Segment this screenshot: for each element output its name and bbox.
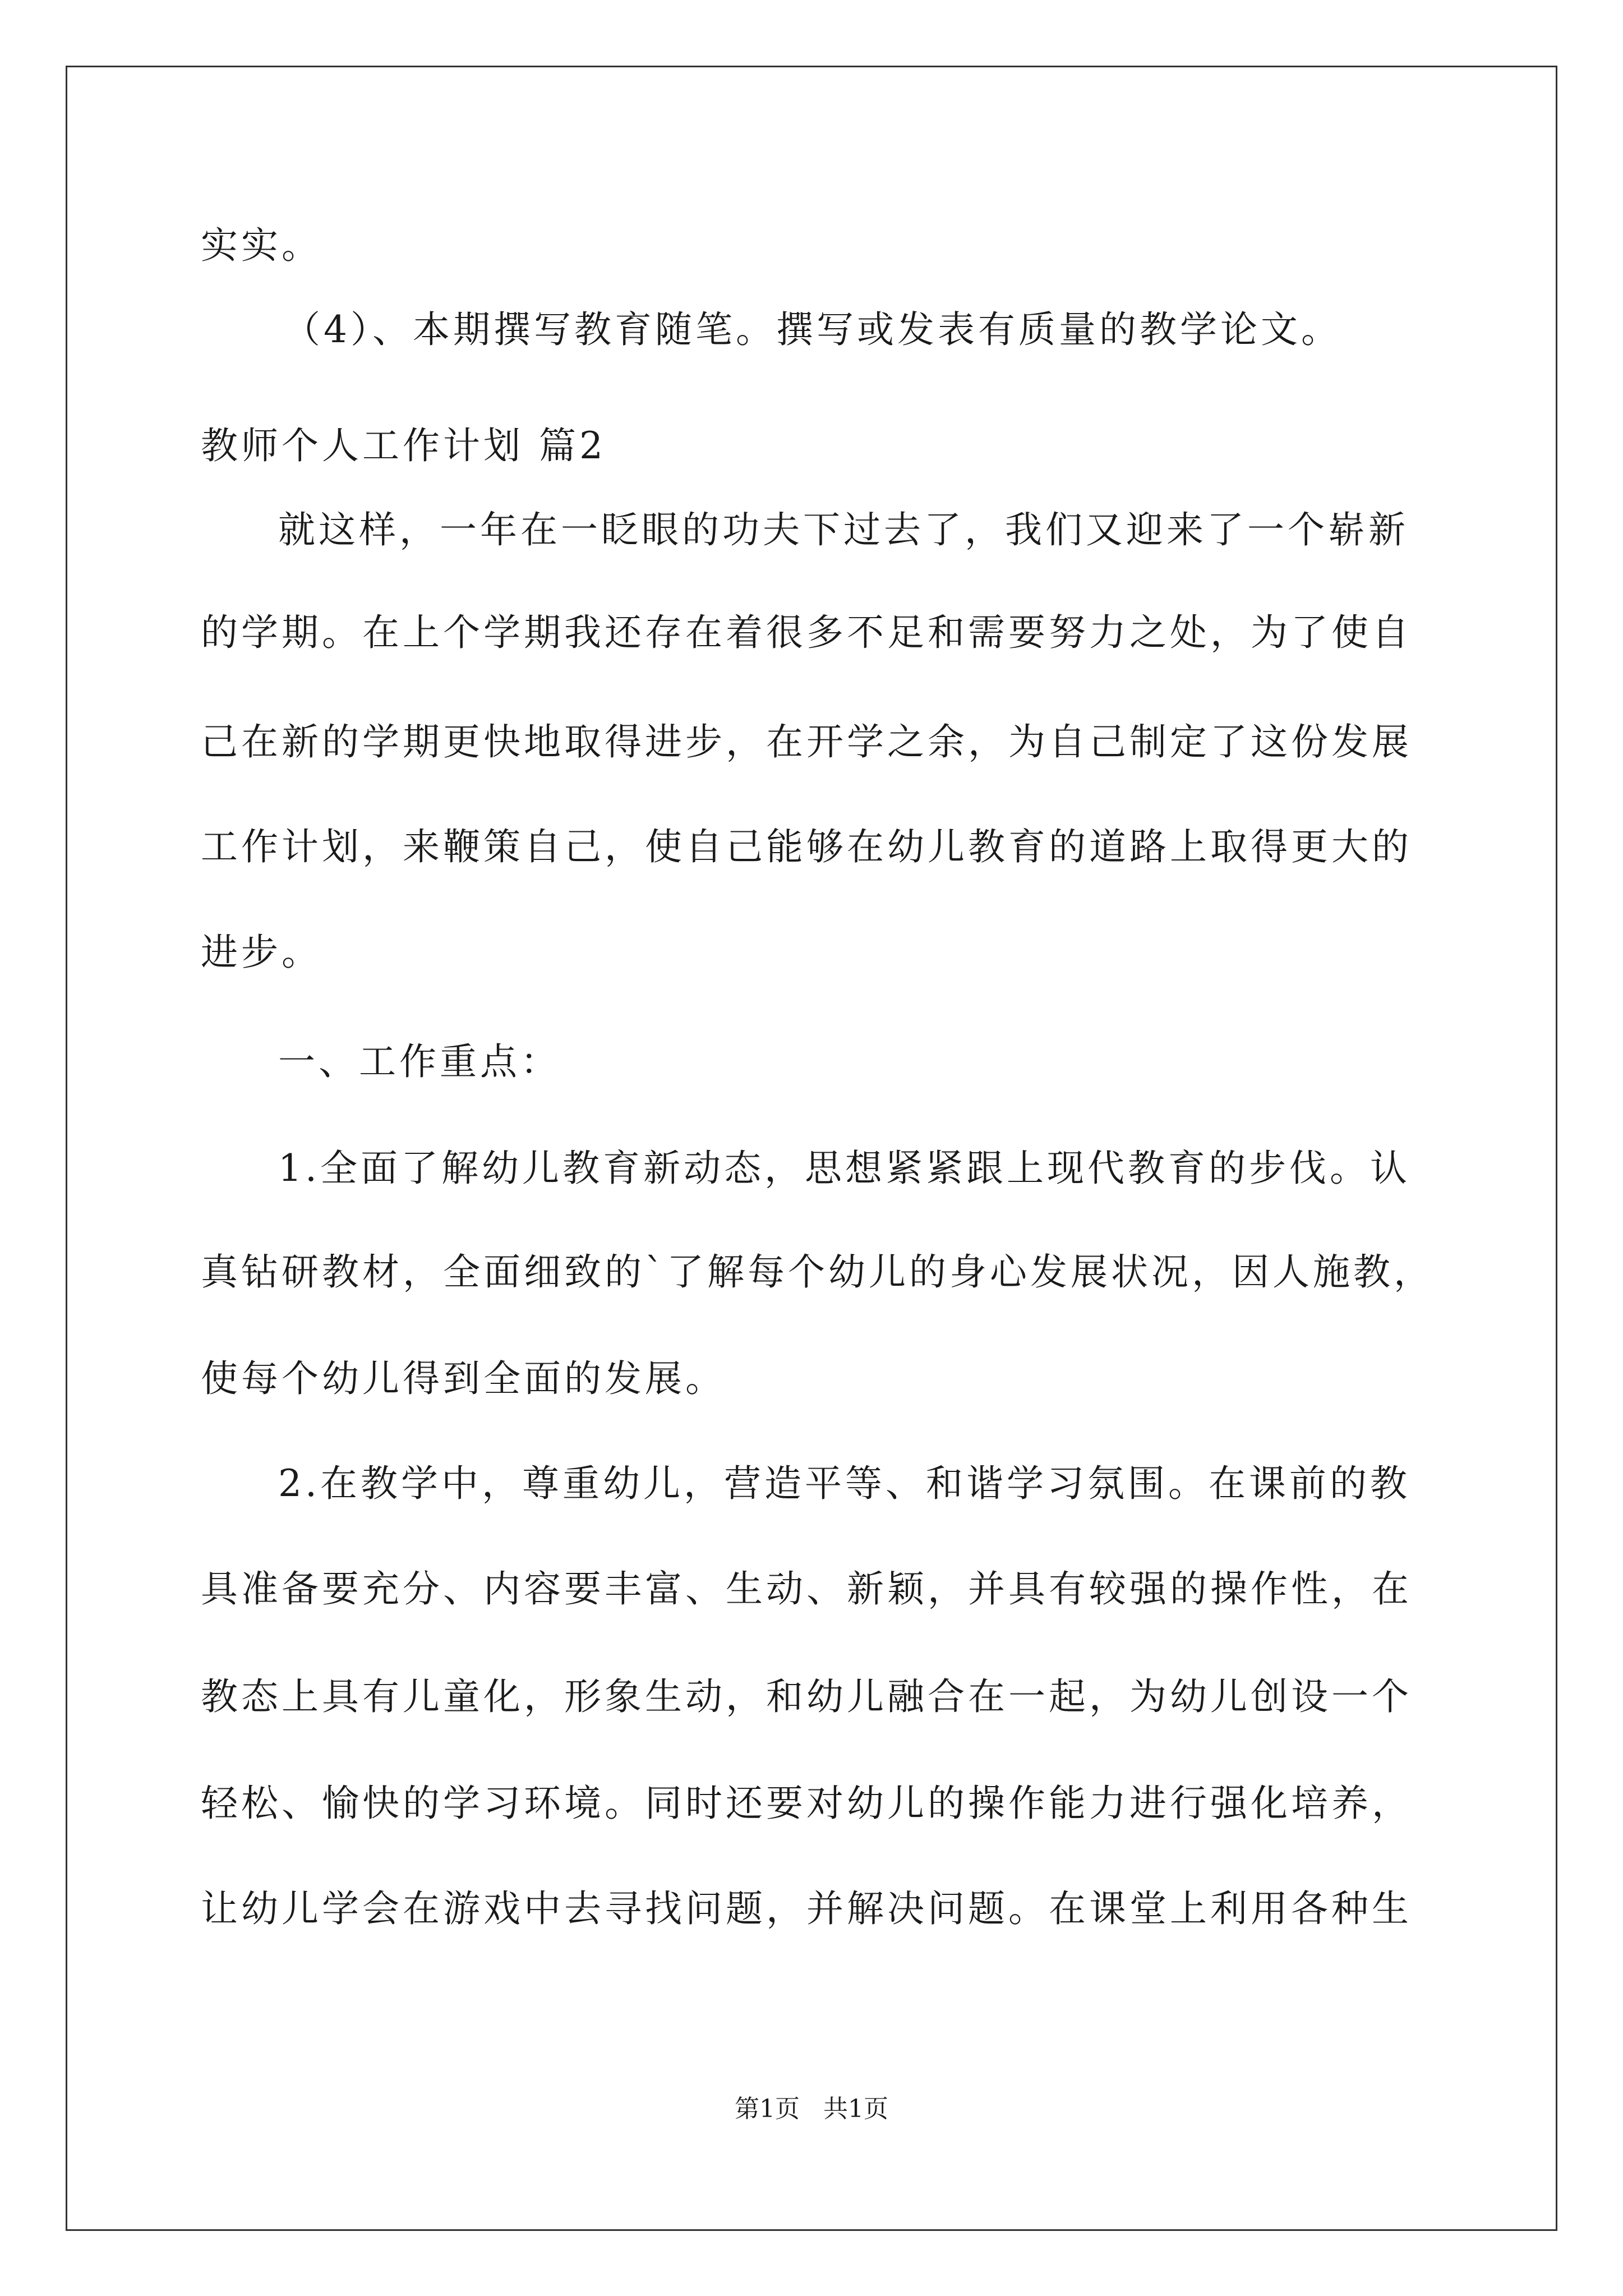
subsection-heading: 一、工作重点： xyxy=(278,1040,561,1083)
paragraph-line: 工作计划，来鞭策自己，使自己能够在幼儿教育的道路上取得更大的 xyxy=(201,825,1412,868)
paragraph-line: 实实。 xyxy=(201,224,322,267)
paragraph-line: 己在新的学期更快地取得进步，在开学之余，为自己制定了这份发展 xyxy=(201,720,1412,763)
paragraph-line: 2.在教学中，尊重幼儿，营造平等、和谐学习氛围。在课前的教 xyxy=(278,1462,1410,1505)
paragraph-line: 就这样，一年在一眨眼的功夫下过去了，我们又迎来了一个崭新 xyxy=(278,508,1409,551)
paragraph-line: 让幼儿学会在游戏中去寻找问题，并解决问题。在课堂上利用各种生 xyxy=(201,1887,1412,1930)
section-heading: 教师个人工作计划 篇2 xyxy=(201,424,606,467)
paragraph-line: 使每个幼儿得到全面的发展。 xyxy=(201,1357,726,1400)
paragraph-line: 真钻研教材，全面细致的`了解每个幼儿的身心发展状况，因人施教， xyxy=(201,1250,1434,1294)
paragraph-line: 轻松、愉快的学习环境。同时还要对幼儿的操作能力进行强化培养， xyxy=(201,1782,1412,1825)
paragraph-line: 进步。 xyxy=(201,931,322,974)
paragraph-line: （4）、本期撰写教育随笔。撰写或发表有质量的教学论文。 xyxy=(283,308,1341,351)
paragraph-line: 教态上具有儿童化，形象生动，和幼儿融合在一起，为幼儿创设一个 xyxy=(201,1675,1412,1718)
paragraph-line: 1.全面了解幼儿教育新动态，思想紧紧跟上现代教育的步伐。认 xyxy=(278,1147,1410,1190)
paragraph-line: 具准备要充分、内容要丰富、生动、新颖，并具有较强的操作性，在 xyxy=(201,1567,1412,1611)
paragraph-line: 的学期。在上个学期我还存在着很多不足和需要努力之处，为了使自 xyxy=(201,611,1412,654)
page-number-footer: 第1页 共1页 xyxy=(735,2095,888,2123)
